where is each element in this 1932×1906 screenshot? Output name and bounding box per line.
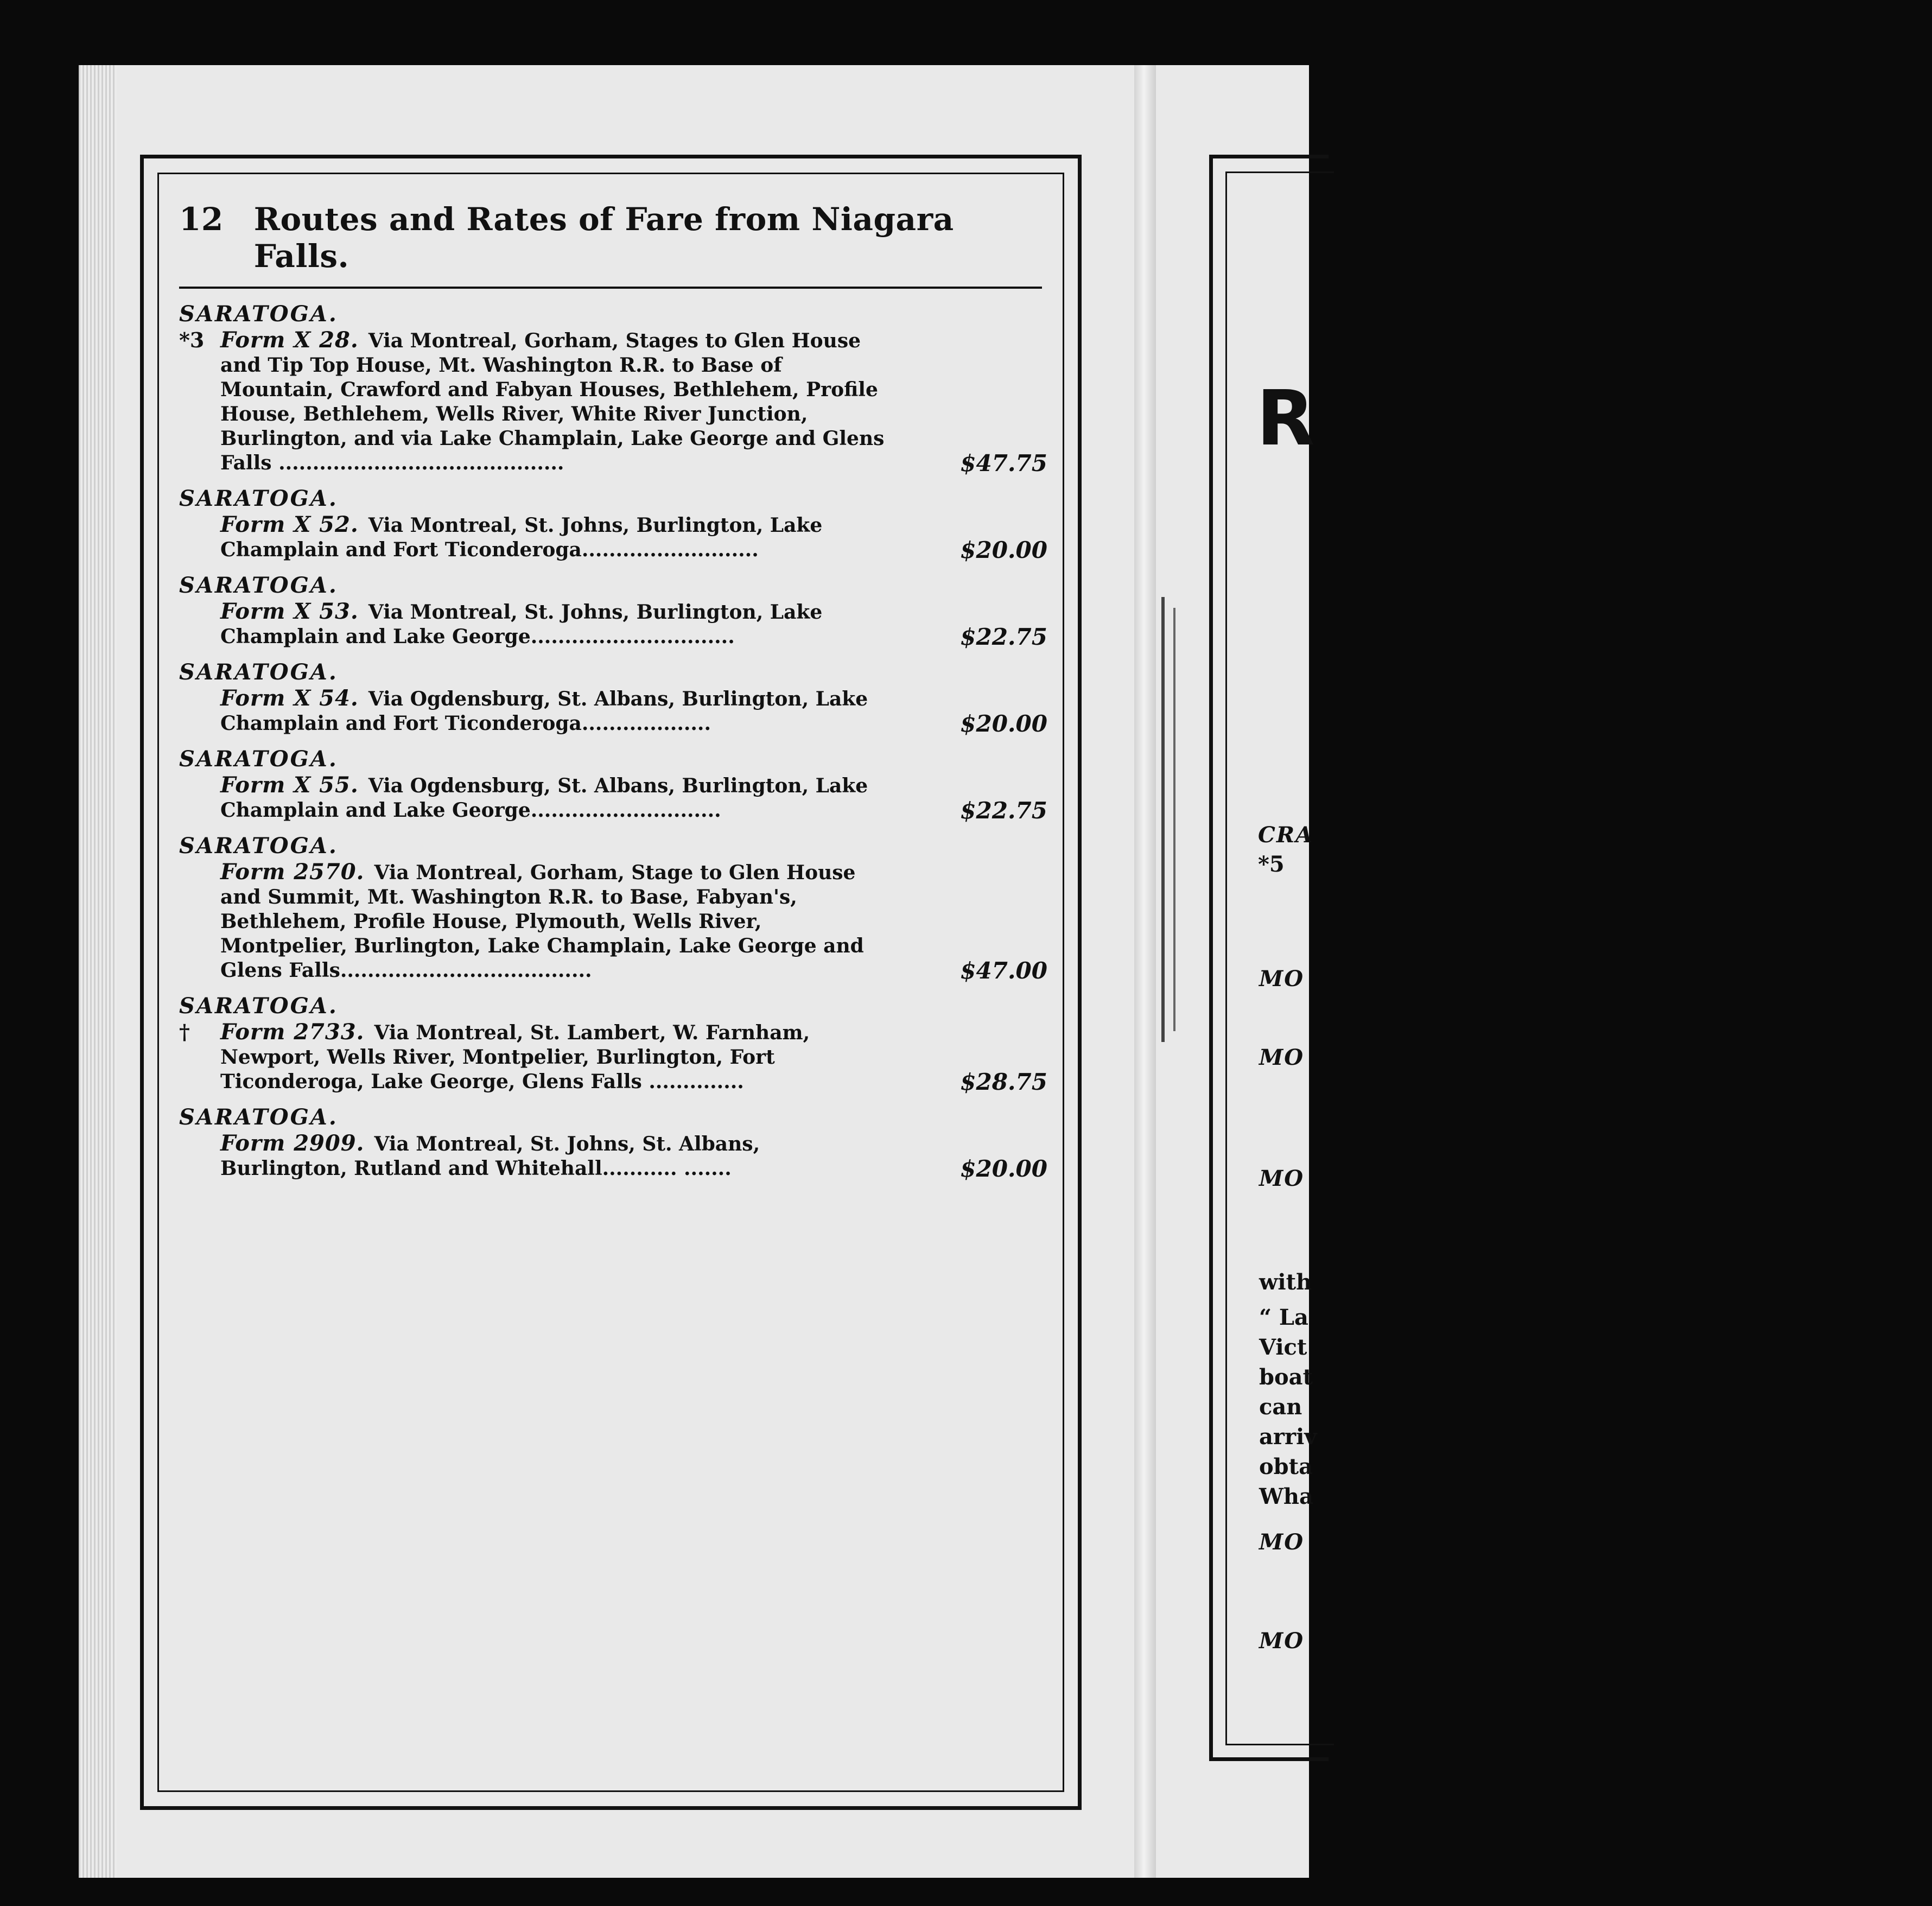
destination: SARATOGA.: [179, 659, 338, 685]
destination: SARATOGA.: [179, 833, 338, 859]
facing-page-text: boat: [1259, 1364, 1313, 1390]
facing-page-text: can: [1259, 1394, 1302, 1420]
route-description: Via Montreal, St. Johns, Burlington, Lake Champlain and Lake George..............................: [220, 601, 823, 648]
book-gutter: [1134, 65, 1156, 1878]
facing-page-text: “ La: [1259, 1305, 1308, 1330]
route-text: [220, 860, 893, 983]
facing-page-text: *5: [1258, 852, 1285, 877]
binding-thread: [1173, 608, 1175, 1031]
route-description: Via Montreal, St. Johns, Burlington, Lake Champlain and Fort Ticonderoga..........................: [220, 514, 823, 561]
route-text: [220, 328, 893, 475]
fare-price: $22.75: [960, 797, 1047, 824]
entry-mark: *3: [179, 328, 205, 352]
form-number: Form X 53.: [220, 599, 359, 624]
entry-mark: †: [179, 1020, 190, 1044]
route-description: Via Montreal, St. Lambert, W. Farnham, Newport, Wells River, Montpelier, Burlington, Fort Ticonderoga, Lake George, Glens Falls ..............: [220, 1021, 810, 1093]
route-description: Via Montreal, St. Johns, St. Albans, Burlington, Rutland and Whitehall........... .......: [220, 1133, 760, 1180]
route-description: Via Montreal, Gorham, Stages to Glen House and Tip Top House, Mt. Washington R.R. to Base of Mountain, Crawford and Fabyan Houses, Bethlehem, Profile House, Bethlehem, Wells River, White River Junction, Burlington, and via Lake Champlain, Lake George and Glens Falls ..........................................: [220, 329, 885, 474]
facing-page-text: MO: [1259, 1628, 1305, 1654]
route-text: [220, 1020, 893, 1094]
facing-page-text: MO: [1259, 1529, 1305, 1555]
fare-entry: [179, 993, 1047, 1094]
fare-price: $47.00: [960, 957, 1047, 984]
fare-entry: [179, 659, 1047, 736]
facing-page-text: obta: [1259, 1454, 1313, 1479]
destination: SARATOGA.: [179, 993, 338, 1019]
fare-entry: [179, 1104, 1047, 1181]
route-description: Via Montreal, Gorham, Stage to Glen House and Summit, Mt. Washington R.R. to Base, Fabyan's, Bethlehem, Profile House, Plymouth, Wells River, Montpelier, Burlington, Lake Champlain, Lake George and Glens Falls.....................................: [220, 861, 864, 982]
form-number: Form X 52.: [220, 512, 359, 537]
page-edge-shadow: [79, 65, 117, 1878]
route-description: Via Ogdensburg, St. Albans, Burlington, Lake Champlain and Fort Ticonderoga...................: [220, 688, 868, 735]
route-text: [220, 686, 893, 736]
facing-page-big-letter: R: [1256, 374, 1315, 463]
fare-price: $28.75: [960, 1069, 1047, 1095]
fare-entry: [179, 572, 1047, 649]
binding-thread: [1161, 597, 1165, 1042]
facing-page-text: MO: [1259, 1045, 1305, 1070]
page-title: Routes and Rates of Fare from Niagara Falls.: [253, 201, 954, 275]
destination: SARATOGA.: [179, 746, 338, 772]
form-number: Form 2909.: [220, 1130, 365, 1156]
route-text: [220, 1131, 893, 1181]
fare-price: $22.75: [960, 624, 1047, 650]
fare-entry: [179, 833, 1047, 983]
route-text: [220, 599, 893, 649]
destination: SARATOGA.: [179, 486, 338, 511]
destination: SARATOGA.: [179, 1104, 338, 1130]
route-text: [220, 773, 893, 823]
fare-entry: [179, 746, 1047, 823]
header-rule: [179, 287, 1042, 289]
form-number: Form X 28.: [220, 327, 359, 353]
fare-price: $20.00: [960, 710, 1047, 737]
form-number: Form 2570.: [220, 859, 365, 885]
facing-page-text: with: [1259, 1269, 1312, 1295]
fare-price: $47.75: [960, 450, 1047, 476]
fare-entry: [179, 485, 1047, 562]
page-number: 12: [179, 201, 224, 238]
destination: SARATOGA.: [179, 301, 338, 327]
page-content: [179, 201, 1047, 1191]
route-description: Via Ogdensburg, St. Albans, Burlington, Lake Champlain and Lake George............................: [220, 774, 868, 822]
form-number: Form X 54.: [220, 685, 359, 711]
fare-entry: [179, 301, 1047, 475]
facing-page-text: arriv: [1259, 1424, 1317, 1450]
form-number: Form X 55.: [220, 772, 359, 798]
facing-page-text: Wha: [1259, 1484, 1313, 1509]
facing-page-text: CRA: [1258, 822, 1314, 848]
destination: SARATOGA.: [179, 573, 338, 598]
facing-page-text: Vict: [1259, 1335, 1307, 1360]
fare-price: $20.00: [960, 537, 1047, 563]
facing-page-text: MO: [1259, 1166, 1305, 1191]
fare-price: $20.00: [960, 1155, 1047, 1182]
form-number: Form 2733.: [220, 1019, 365, 1045]
running-header: [179, 201, 1047, 275]
facing-page-text: MO: [1259, 966, 1305, 992]
fare-list: [179, 301, 1047, 1181]
route-text: [220, 512, 893, 562]
